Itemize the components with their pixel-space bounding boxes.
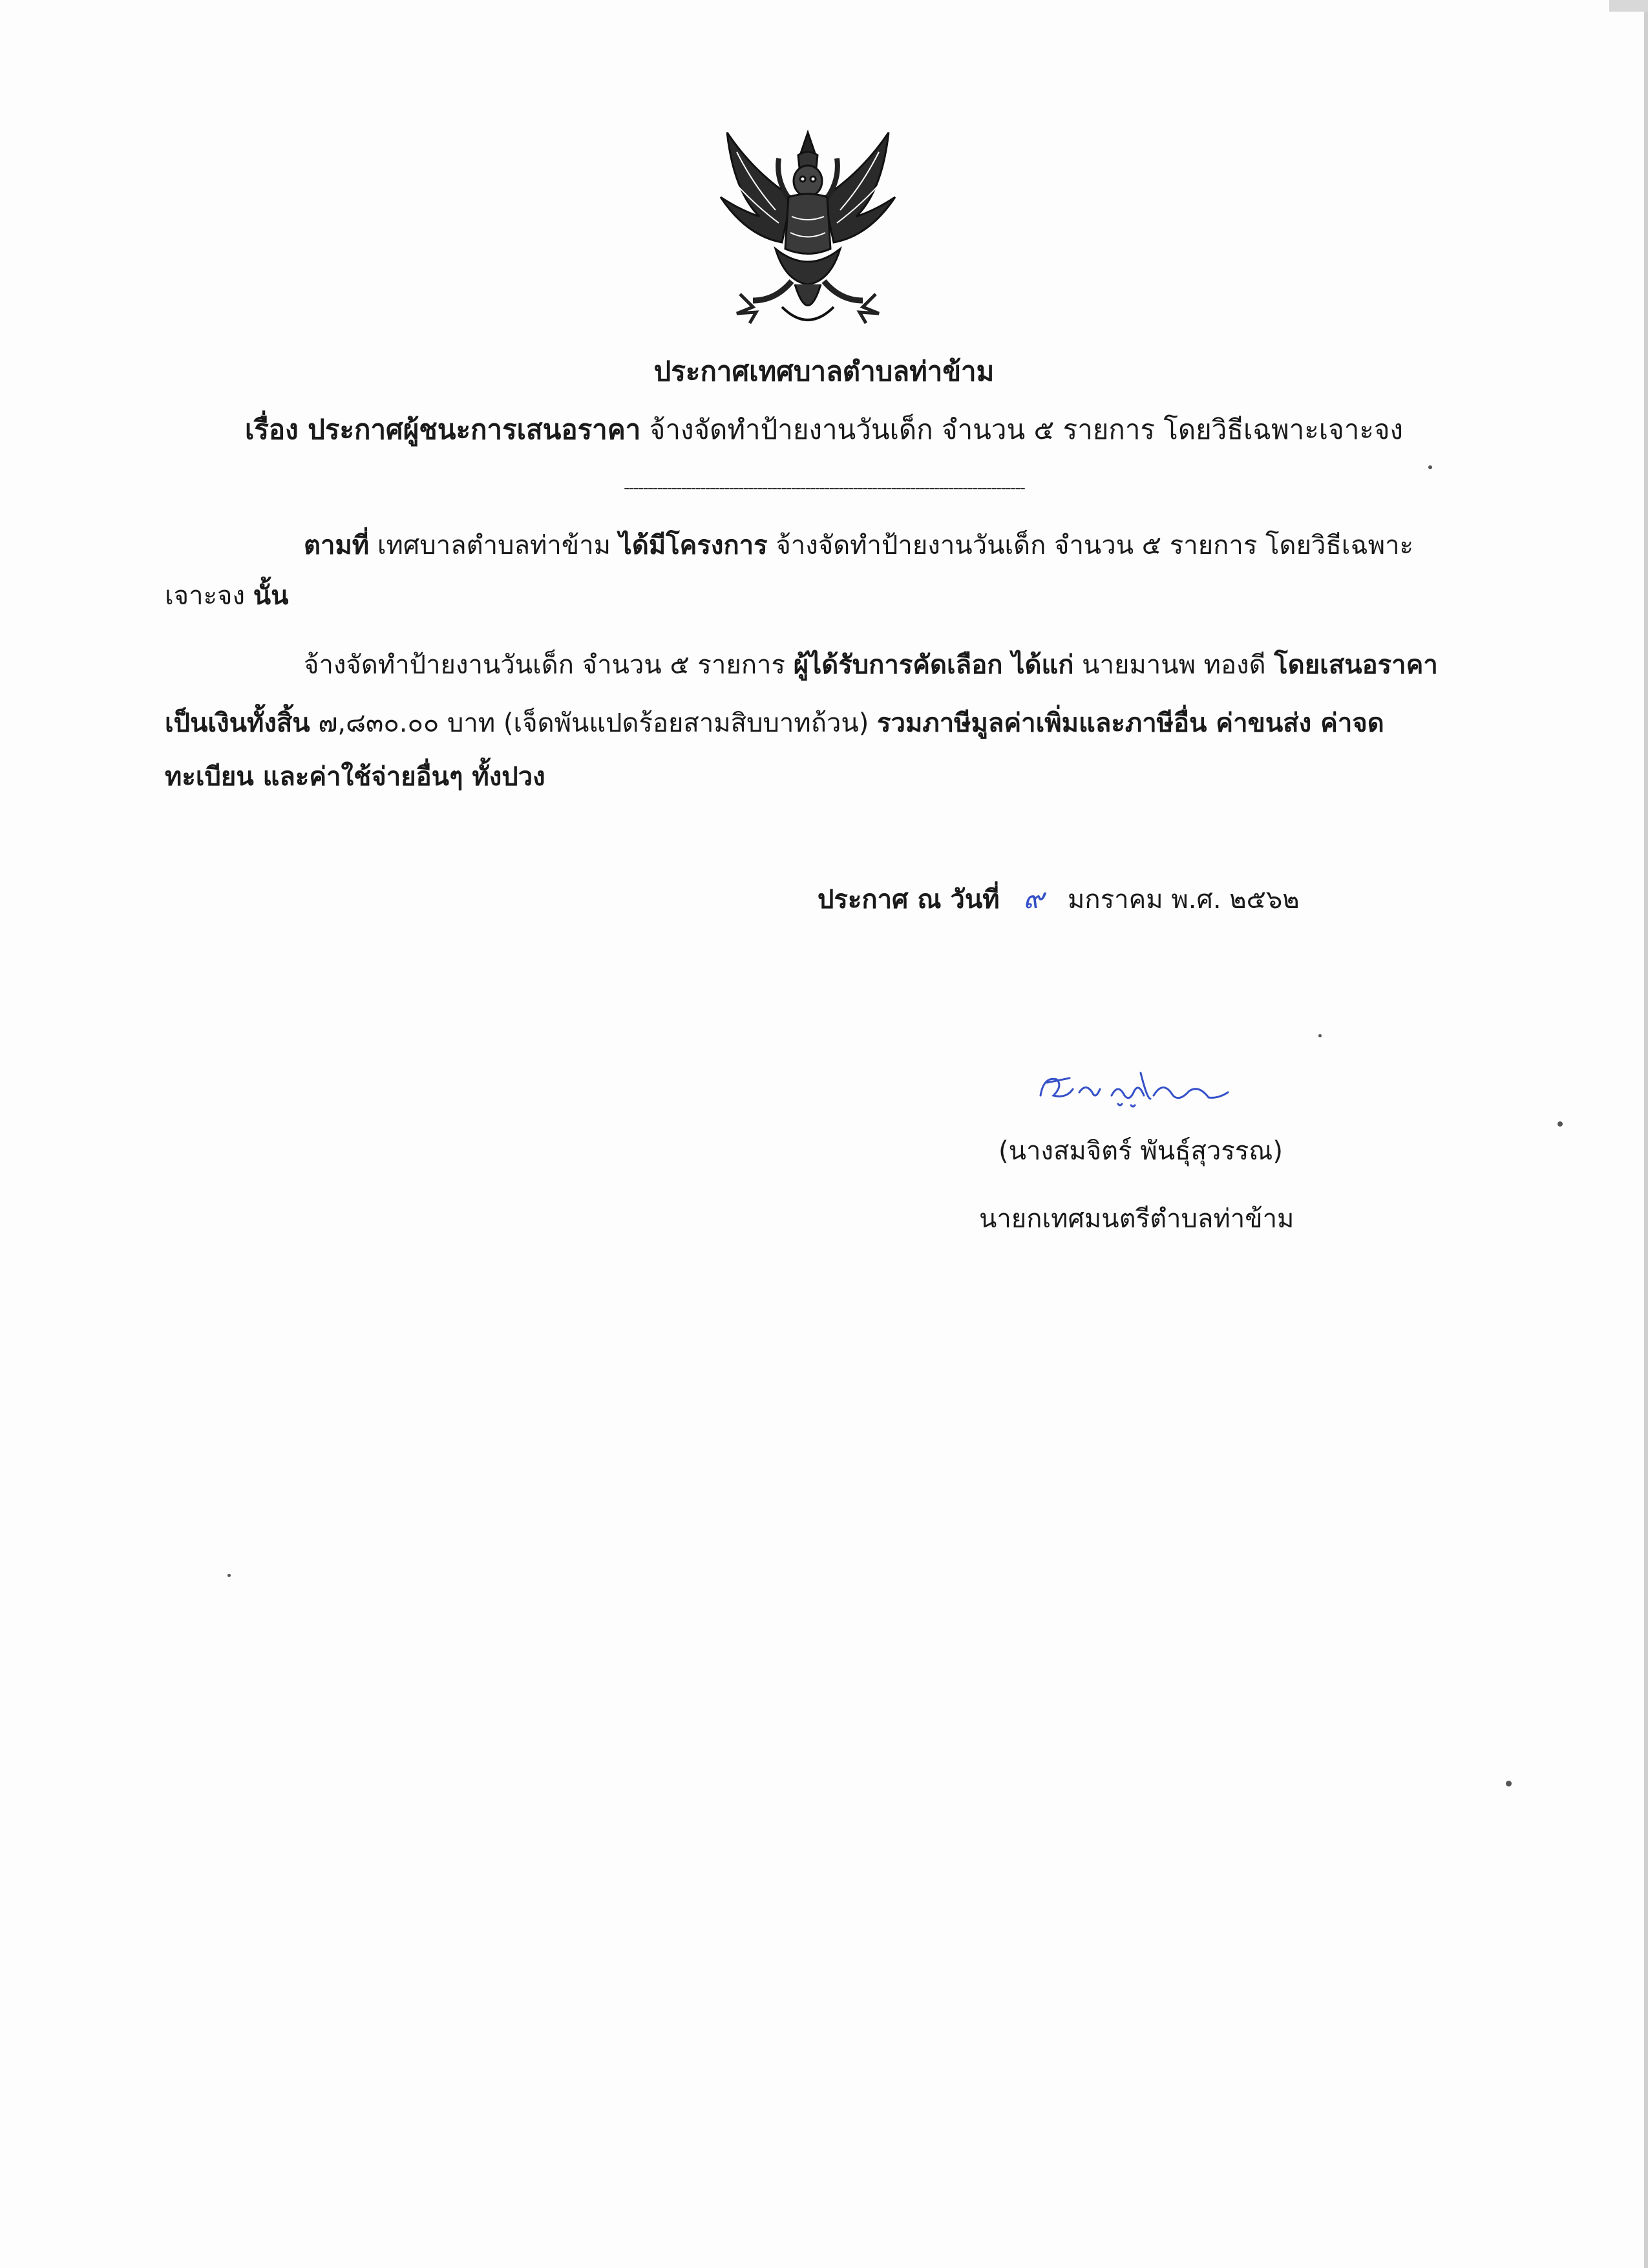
- subject-prefix: เรื่อง ประกาศผู้ชนะการเสนอราคา: [244, 414, 641, 445]
- paragraph2-bold-b: ผู้ได้รับการคัดเลือก ได้แก่: [793, 650, 1074, 680]
- header-title: ประกาศเทศบาลตำบลท่าข้าม: [653, 355, 995, 387]
- paragraph1-text-c: จ้างจัดทำป้ายงานวันเด็ก จำนวน ๕ รายการ โดยวิธีเฉพาะ: [767, 531, 1414, 560]
- paragraph2-text-c: นายมานพ ทองดี: [1073, 650, 1274, 680]
- paragraph1-line2-text: เจาะจง: [165, 581, 253, 611]
- announce-date-day: ๙: [1023, 882, 1044, 915]
- scan-speck: [1506, 1781, 1512, 1786]
- paragraph1-bold-b: ได้มีโครงการ: [618, 531, 768, 560]
- paragraph2-line1: [304, 650, 1438, 681]
- scan-speck: [1428, 465, 1432, 469]
- paragraph1-line1: [304, 530, 1413, 561]
- paragraph2-line2-text: ๗,๘๓๐.๐๐ บาท (เจ็ดพันแปดร้อยสามสิบบาทถ้วน): [310, 708, 878, 738]
- announce-date-month-year: มกราคม พ.ศ. ๒๕๖๒: [1068, 885, 1300, 915]
- signer-position: นายกเทศมนตรีตำบลท่าข้าม: [979, 1204, 1294, 1234]
- scan-speck: [1318, 1034, 1322, 1037]
- paragraph2-line2: [165, 708, 1384, 739]
- paragraph1-line2-bold: นั้น: [253, 581, 289, 611]
- paragraph2-line3: ทะเบียน และค่าใช้จ่ายอื่นๆ ทั้งปวง: [165, 762, 545, 792]
- subject-rest: จ้างจัดทำป้ายงานวันเด็ก จำนวน ๕ รายการ โดยวิธีเฉพาะเจาะจง: [640, 414, 1404, 445]
- paragraph2-line2-bold-b: รวมภาษีมูลค่าเพิ่มและภาษีอื่น ค่าขนส่ง ค่าจด: [877, 708, 1384, 738]
- subject-line: [0, 414, 1648, 446]
- announce-date-prefix: ประกาศ ณ วันที่: [818, 885, 1000, 915]
- divider: ------------------------------------------------------------------------------------: [623, 478, 1025, 498]
- scan-edge-top: [1609, 0, 1648, 12]
- scan-speck: [227, 1574, 231, 1577]
- scan-speck: [1558, 1121, 1563, 1127]
- paragraph2-text-a: จ้างจัดทำป้ายงานวันเด็ก จำนวน ๕ รายการ: [304, 650, 794, 680]
- signer-name: (นางสมจิตร์ พันธุ์สุวรรณ): [998, 1136, 1284, 1166]
- announce-date: [818, 882, 1300, 917]
- handwritten-signature: [1028, 1060, 1241, 1118]
- paragraph1-text-a: เทศบาลตำบลท่าข้าม: [369, 531, 619, 560]
- garuda-emblem-icon: [714, 120, 902, 333]
- paragraph1-line2: [165, 580, 288, 611]
- paragraph2-bold-d: โดยเสนอราคา: [1274, 650, 1438, 680]
- paragraph1-lead: ตามที่: [304, 531, 370, 560]
- scan-edge: [1644, 0, 1648, 2268]
- paragraph2-line2-bold: เป็นเงินทั้งสิ้น: [165, 708, 310, 738]
